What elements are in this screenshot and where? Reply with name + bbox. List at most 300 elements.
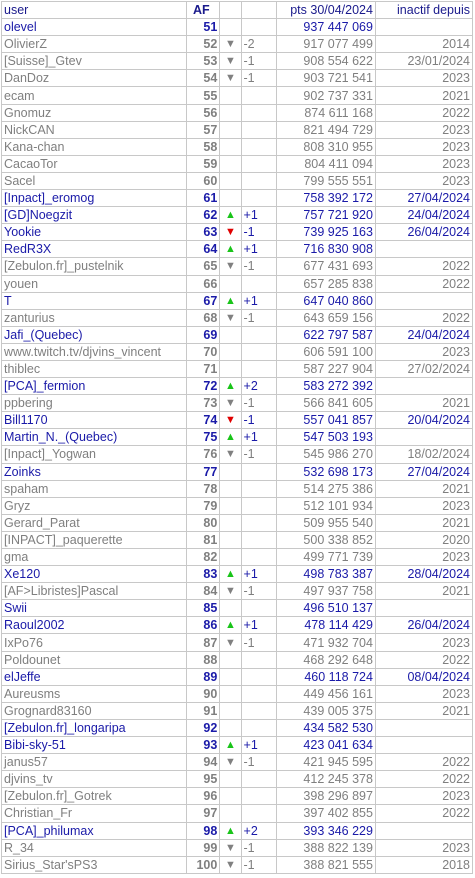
points-value: 478 114 429 bbox=[276, 617, 375, 634]
rank-change-icon bbox=[220, 634, 241, 651]
points-value: 677 431 693 bbox=[276, 258, 375, 275]
table-row bbox=[2, 241, 473, 258]
rank-change-icon bbox=[220, 771, 241, 788]
rank-change-value: -1 bbox=[241, 395, 276, 412]
table-row bbox=[2, 155, 473, 172]
rank-change-icon bbox=[220, 395, 241, 412]
points-value: 547 503 193 bbox=[276, 429, 375, 446]
rank-change-value: -1 bbox=[241, 309, 276, 326]
user-name: Martin_N._(Quebec) bbox=[2, 429, 187, 446]
table-row bbox=[2, 617, 473, 634]
af-rank: 67 bbox=[186, 292, 219, 309]
af-rank: 84 bbox=[186, 583, 219, 600]
inactive-since: 2023 bbox=[375, 839, 472, 856]
user-name: Yookie bbox=[2, 224, 187, 241]
points-value: 421 945 595 bbox=[276, 754, 375, 771]
points-value: 497 937 758 bbox=[276, 583, 375, 600]
inactive-since: 08/04/2024 bbox=[375, 668, 472, 685]
user-name: DanDoz bbox=[2, 70, 187, 87]
rank-change-icon bbox=[220, 463, 241, 480]
points-value: 902 737 331 bbox=[276, 87, 375, 104]
inactive-since: 2021 bbox=[375, 702, 472, 719]
arrow-down-icon: ▼ bbox=[224, 585, 236, 598]
user-name: spaham bbox=[2, 480, 187, 497]
inactive-since: 2023 bbox=[375, 685, 472, 702]
rank-change-icon bbox=[220, 378, 241, 395]
af-rank: 85 bbox=[186, 600, 219, 617]
points-value: 716 830 908 bbox=[276, 241, 375, 258]
table-row bbox=[2, 172, 473, 189]
arrow-down-icon: ▼ bbox=[224, 311, 236, 324]
user-name: Xe120 bbox=[2, 566, 187, 583]
rank-change-icon bbox=[220, 685, 241, 702]
rank-change-value bbox=[241, 651, 276, 668]
user-name: [Zebulon.fr]_pustelnik bbox=[2, 258, 187, 275]
rank-change-icon bbox=[220, 856, 241, 873]
table-row bbox=[2, 412, 473, 429]
points-value: 393 346 229 bbox=[276, 822, 375, 839]
inactive-since: 2014 bbox=[375, 36, 472, 53]
ranking-table-body bbox=[2, 2, 473, 874]
rank-change-icon bbox=[220, 549, 241, 566]
rank-change-value bbox=[241, 19, 276, 36]
points-value: 500 338 852 bbox=[276, 531, 375, 548]
user-name: djvins_tv bbox=[2, 771, 187, 788]
arrow-down-icon: ▼ bbox=[224, 858, 236, 871]
af-rank: 65 bbox=[186, 258, 219, 275]
points-value: 449 456 161 bbox=[276, 685, 375, 702]
header-user: user bbox=[2, 2, 187, 19]
user-name: janus57 bbox=[2, 754, 187, 771]
rank-change-value bbox=[241, 343, 276, 360]
table-row bbox=[2, 36, 473, 53]
user-name: Gerard_Parat bbox=[2, 514, 187, 531]
af-rank: 75 bbox=[186, 429, 219, 446]
points-value: 808 310 955 bbox=[276, 138, 375, 155]
rank-change-value: +2 bbox=[241, 822, 276, 839]
rank-change-icon bbox=[220, 275, 241, 292]
rank-change-icon bbox=[220, 412, 241, 429]
af-rank: 88 bbox=[186, 651, 219, 668]
table-row bbox=[2, 788, 473, 805]
user-name: [PCA]_fermion bbox=[2, 378, 187, 395]
rank-change-value bbox=[241, 497, 276, 514]
inactive-since: 2023 bbox=[375, 172, 472, 189]
table-row bbox=[2, 87, 473, 104]
user-name: Sacel bbox=[2, 172, 187, 189]
inactive-since: 2021 bbox=[375, 480, 472, 497]
table-row bbox=[2, 19, 473, 36]
points-value: 622 797 587 bbox=[276, 326, 375, 343]
rank-change-icon bbox=[220, 480, 241, 497]
inactive-since: 2022 bbox=[375, 104, 472, 121]
user-name: Raoul2002 bbox=[2, 617, 187, 634]
table-row bbox=[2, 207, 473, 224]
points-value: 398 296 897 bbox=[276, 788, 375, 805]
af-rank: 63 bbox=[186, 224, 219, 241]
rank-change-icon bbox=[220, 566, 241, 583]
rank-change-icon bbox=[220, 172, 241, 189]
header-date: inactif depuis bbox=[375, 2, 472, 19]
table-row bbox=[2, 566, 473, 583]
arrow-down-icon: ▼ bbox=[224, 72, 236, 85]
table-row bbox=[2, 190, 473, 207]
inactive-since: 2022 bbox=[375, 275, 472, 292]
table-row bbox=[2, 121, 473, 138]
af-rank: 74 bbox=[186, 412, 219, 429]
rank-change-value: -1 bbox=[241, 53, 276, 70]
rank-change-value bbox=[241, 275, 276, 292]
rank-change-icon bbox=[220, 19, 241, 36]
table-row bbox=[2, 309, 473, 326]
table-row bbox=[2, 702, 473, 719]
table-row bbox=[2, 651, 473, 668]
rank-change-icon bbox=[220, 805, 241, 822]
af-rank: 92 bbox=[186, 719, 219, 736]
arrow-up-icon: ▲ bbox=[224, 568, 236, 581]
points-value: 739 925 163 bbox=[276, 224, 375, 241]
table-row bbox=[2, 822, 473, 839]
points-value: 498 783 387 bbox=[276, 566, 375, 583]
af-rank: 83 bbox=[186, 566, 219, 583]
af-rank: 62 bbox=[186, 207, 219, 224]
rank-change-icon bbox=[220, 360, 241, 377]
user-name: CacaoTor bbox=[2, 155, 187, 172]
af-rank: 78 bbox=[186, 480, 219, 497]
table-row bbox=[2, 360, 473, 377]
user-name: Christian_Fr bbox=[2, 805, 187, 822]
af-rank: 60 bbox=[186, 172, 219, 189]
rank-change-icon bbox=[220, 241, 241, 258]
user-name: ecam bbox=[2, 87, 187, 104]
inactive-since: 2023 bbox=[375, 788, 472, 805]
rank-change-icon bbox=[220, 224, 241, 241]
header-pts: pts 30/04/2024 bbox=[276, 2, 375, 19]
rank-change-icon bbox=[220, 497, 241, 514]
inactive-since bbox=[375, 378, 472, 395]
user-name: Swii bbox=[2, 600, 187, 617]
table-row bbox=[2, 805, 473, 822]
rank-change-value bbox=[241, 514, 276, 531]
user-name: OlivierZ bbox=[2, 36, 187, 53]
rank-change-icon bbox=[220, 702, 241, 719]
table-row bbox=[2, 292, 473, 309]
rank-change-value: +1 bbox=[241, 207, 276, 224]
user-name: thiblec bbox=[2, 360, 187, 377]
af-rank: 90 bbox=[186, 685, 219, 702]
points-value: 874 611 168 bbox=[276, 104, 375, 121]
rank-change-icon bbox=[220, 514, 241, 531]
table-row bbox=[2, 395, 473, 412]
rank-change-value bbox=[241, 771, 276, 788]
table-row bbox=[2, 685, 473, 702]
points-value: 514 275 386 bbox=[276, 480, 375, 497]
points-value: 804 411 094 bbox=[276, 155, 375, 172]
inactive-since: 24/04/2024 bbox=[375, 207, 472, 224]
table-row bbox=[2, 583, 473, 600]
user-name: [Suisse]_Gtev bbox=[2, 53, 187, 70]
af-rank: 82 bbox=[186, 549, 219, 566]
user-name: [Zebulon.fr]_Gotrek bbox=[2, 788, 187, 805]
rank-change-icon bbox=[220, 104, 241, 121]
rank-change-value: -1 bbox=[241, 258, 276, 275]
user-name: zanturius bbox=[2, 309, 187, 326]
table-row bbox=[2, 497, 473, 514]
arrow-down-icon: ▼ bbox=[224, 756, 236, 769]
rank-change-value: +1 bbox=[241, 292, 276, 309]
rank-change-icon bbox=[220, 326, 241, 343]
arrow-up-icon: ▲ bbox=[224, 243, 236, 256]
inactive-since: 26/04/2024 bbox=[375, 617, 472, 634]
rank-change-icon bbox=[220, 343, 241, 360]
table-row bbox=[2, 53, 473, 70]
rank-change-icon bbox=[220, 719, 241, 736]
user-name: youen bbox=[2, 275, 187, 292]
table-row bbox=[2, 839, 473, 856]
points-value: 903 721 541 bbox=[276, 70, 375, 87]
user-name: Sirius_Star'sPS3 bbox=[2, 856, 187, 873]
af-rank: 93 bbox=[186, 737, 219, 754]
arrow-down-icon: ▼ bbox=[224, 260, 236, 273]
inactive-since: 2023 bbox=[375, 121, 472, 138]
rank-change-value: +1 bbox=[241, 429, 276, 446]
rank-change-value bbox=[241, 668, 276, 685]
af-rank: 52 bbox=[186, 36, 219, 53]
points-value: 439 005 375 bbox=[276, 702, 375, 719]
rank-change-icon bbox=[220, 155, 241, 172]
inactive-since: 2022 bbox=[375, 258, 472, 275]
rank-change-value: -1 bbox=[241, 583, 276, 600]
af-rank: 87 bbox=[186, 634, 219, 651]
table-row bbox=[2, 70, 473, 87]
af-rank: 99 bbox=[186, 839, 219, 856]
rank-change-value: -1 bbox=[241, 224, 276, 241]
table-row bbox=[2, 668, 473, 685]
user-name: Kana-chan bbox=[2, 138, 187, 155]
inactive-since bbox=[375, 429, 472, 446]
table-row bbox=[2, 600, 473, 617]
inactive-since: 26/04/2024 bbox=[375, 224, 472, 241]
af-rank: 98 bbox=[186, 822, 219, 839]
user-name: Poldounet bbox=[2, 651, 187, 668]
af-rank: 53 bbox=[186, 53, 219, 70]
points-value: 583 272 392 bbox=[276, 378, 375, 395]
table-row bbox=[2, 463, 473, 480]
table-row bbox=[2, 104, 473, 121]
inactive-since bbox=[375, 292, 472, 309]
user-name: Bill1170 bbox=[2, 412, 187, 429]
rank-change-value bbox=[241, 121, 276, 138]
rank-change-value bbox=[241, 104, 276, 121]
rank-change-icon bbox=[220, 651, 241, 668]
rank-change-icon bbox=[220, 600, 241, 617]
inactive-since: 28/04/2024 bbox=[375, 566, 472, 583]
inactive-since: 2023 bbox=[375, 634, 472, 651]
user-name: Jafi_(Quebec) bbox=[2, 326, 187, 343]
af-rank: 100 bbox=[186, 856, 219, 873]
arrow-up-icon: ▲ bbox=[224, 824, 236, 837]
user-name: Zoinks bbox=[2, 463, 187, 480]
user-name: NickCAN bbox=[2, 121, 187, 138]
rank-change-icon bbox=[220, 754, 241, 771]
af-rank: 73 bbox=[186, 395, 219, 412]
inactive-since: 18/02/2024 bbox=[375, 446, 472, 463]
header-arrow-spacer bbox=[220, 2, 241, 19]
points-value: 799 555 551 bbox=[276, 172, 375, 189]
user-name: Grognard83160 bbox=[2, 702, 187, 719]
table-row bbox=[2, 138, 473, 155]
rank-change-value: +1 bbox=[241, 241, 276, 258]
inactive-since: 2021 bbox=[375, 87, 472, 104]
af-rank: 58 bbox=[186, 138, 219, 155]
inactive-since bbox=[375, 822, 472, 839]
rank-change-icon bbox=[220, 668, 241, 685]
header-af: AF bbox=[186, 2, 219, 19]
points-value: 566 841 605 bbox=[276, 395, 375, 412]
points-value: 643 659 156 bbox=[276, 309, 375, 326]
points-value: 499 771 739 bbox=[276, 549, 375, 566]
user-name: [Zebulon.fr]_longaripa bbox=[2, 719, 187, 736]
table-row bbox=[2, 343, 473, 360]
rank-change-icon bbox=[220, 138, 241, 155]
user-name: [GD]Noegzit bbox=[2, 207, 187, 224]
rank-change-value: -2 bbox=[241, 36, 276, 53]
arrow-down-icon: ▼ bbox=[224, 226, 236, 239]
rank-change-value: -1 bbox=[241, 70, 276, 87]
rank-change-icon bbox=[220, 207, 241, 224]
inactive-since: 2023 bbox=[375, 155, 472, 172]
rank-change-value: +2 bbox=[241, 378, 276, 395]
af-rank: 56 bbox=[186, 104, 219, 121]
points-value: 471 932 704 bbox=[276, 634, 375, 651]
rank-change-value bbox=[241, 788, 276, 805]
inactive-since: 2023 bbox=[375, 497, 472, 514]
arrow-down-icon: ▼ bbox=[224, 448, 236, 461]
rank-change-icon bbox=[220, 36, 241, 53]
af-rank: 81 bbox=[186, 531, 219, 548]
points-value: 388 822 139 bbox=[276, 839, 375, 856]
inactive-since: 2023 bbox=[375, 138, 472, 155]
table-row bbox=[2, 549, 473, 566]
inactive-since: 2022 bbox=[375, 754, 472, 771]
points-value: 557 041 857 bbox=[276, 412, 375, 429]
points-value: 587 227 904 bbox=[276, 360, 375, 377]
user-name: IxPo76 bbox=[2, 634, 187, 651]
arrow-up-icon: ▲ bbox=[224, 380, 236, 393]
rank-change-value bbox=[241, 172, 276, 189]
points-value: 647 040 860 bbox=[276, 292, 375, 309]
table-row bbox=[2, 634, 473, 651]
inactive-since: 2023 bbox=[375, 343, 472, 360]
inactive-since bbox=[375, 600, 472, 617]
rank-change-value: -1 bbox=[241, 634, 276, 651]
user-name: [INPACT]_paquerette bbox=[2, 531, 187, 548]
af-rank: 57 bbox=[186, 121, 219, 138]
inactive-since: 2022 bbox=[375, 805, 472, 822]
rank-change-value: +1 bbox=[241, 617, 276, 634]
rank-change-value bbox=[241, 480, 276, 497]
table-header bbox=[2, 2, 473, 19]
user-name: [PCA]_philumax bbox=[2, 822, 187, 839]
table-row bbox=[2, 326, 473, 343]
rank-change-value bbox=[241, 719, 276, 736]
af-rank: 76 bbox=[186, 446, 219, 463]
table-row bbox=[2, 275, 473, 292]
rank-change-icon bbox=[220, 839, 241, 856]
ranking-table bbox=[1, 1, 473, 874]
user-name: Gryz bbox=[2, 497, 187, 514]
points-value: 917 077 499 bbox=[276, 36, 375, 53]
rank-change-icon bbox=[220, 121, 241, 138]
points-value: 908 554 622 bbox=[276, 53, 375, 70]
rank-change-icon bbox=[220, 53, 241, 70]
rank-change-value bbox=[241, 155, 276, 172]
inactive-since: 27/02/2024 bbox=[375, 360, 472, 377]
af-rank: 86 bbox=[186, 617, 219, 634]
rank-change-value: +1 bbox=[241, 737, 276, 754]
arrow-down-icon: ▼ bbox=[224, 636, 236, 649]
arrow-down-icon: ▼ bbox=[224, 414, 236, 427]
table-row bbox=[2, 771, 473, 788]
inactive-since: 2022 bbox=[375, 771, 472, 788]
rank-change-icon bbox=[220, 190, 241, 207]
user-name: [Inpact]_Yogwan bbox=[2, 446, 187, 463]
inactive-since: 24/04/2024 bbox=[375, 326, 472, 343]
points-value: 512 101 934 bbox=[276, 497, 375, 514]
af-rank: 97 bbox=[186, 805, 219, 822]
rank-change-value: -1 bbox=[241, 754, 276, 771]
user-name: gma bbox=[2, 549, 187, 566]
user-name: R_34 bbox=[2, 839, 187, 856]
table-row bbox=[2, 514, 473, 531]
user-name: www.twitch.tv/djvins_vincent bbox=[2, 343, 187, 360]
af-rank: 79 bbox=[186, 497, 219, 514]
rank-change-value bbox=[241, 138, 276, 155]
header-delta-spacer bbox=[241, 2, 276, 19]
rank-change-value: -1 bbox=[241, 856, 276, 873]
points-value: 468 292 648 bbox=[276, 651, 375, 668]
rank-change-value: -1 bbox=[241, 412, 276, 429]
arrow-down-icon: ▼ bbox=[224, 841, 236, 854]
af-rank: 80 bbox=[186, 514, 219, 531]
table-row bbox=[2, 737, 473, 754]
af-rank: 59 bbox=[186, 155, 219, 172]
rank-change-icon bbox=[220, 70, 241, 87]
rank-change-value bbox=[241, 87, 276, 104]
inactive-since bbox=[375, 19, 472, 36]
arrow-up-icon: ▲ bbox=[224, 431, 236, 444]
af-rank: 95 bbox=[186, 771, 219, 788]
points-value: 388 821 555 bbox=[276, 856, 375, 873]
rank-change-icon bbox=[220, 309, 241, 326]
points-value: 496 510 137 bbox=[276, 600, 375, 617]
rank-change-icon bbox=[220, 87, 241, 104]
rank-change-icon bbox=[220, 822, 241, 839]
table-row bbox=[2, 856, 473, 873]
af-rank: 72 bbox=[186, 378, 219, 395]
user-name: [AF>Libristes]Pascal bbox=[2, 583, 187, 600]
af-rank: 51 bbox=[186, 19, 219, 36]
rank-change-icon bbox=[220, 583, 241, 600]
rank-change-value bbox=[241, 326, 276, 343]
table-row bbox=[2, 224, 473, 241]
points-value: 532 698 173 bbox=[276, 463, 375, 480]
af-rank: 94 bbox=[186, 754, 219, 771]
inactive-since: 27/04/2024 bbox=[375, 190, 472, 207]
inactive-since: 2022 bbox=[375, 309, 472, 326]
rank-change-value bbox=[241, 360, 276, 377]
table-row bbox=[2, 258, 473, 275]
